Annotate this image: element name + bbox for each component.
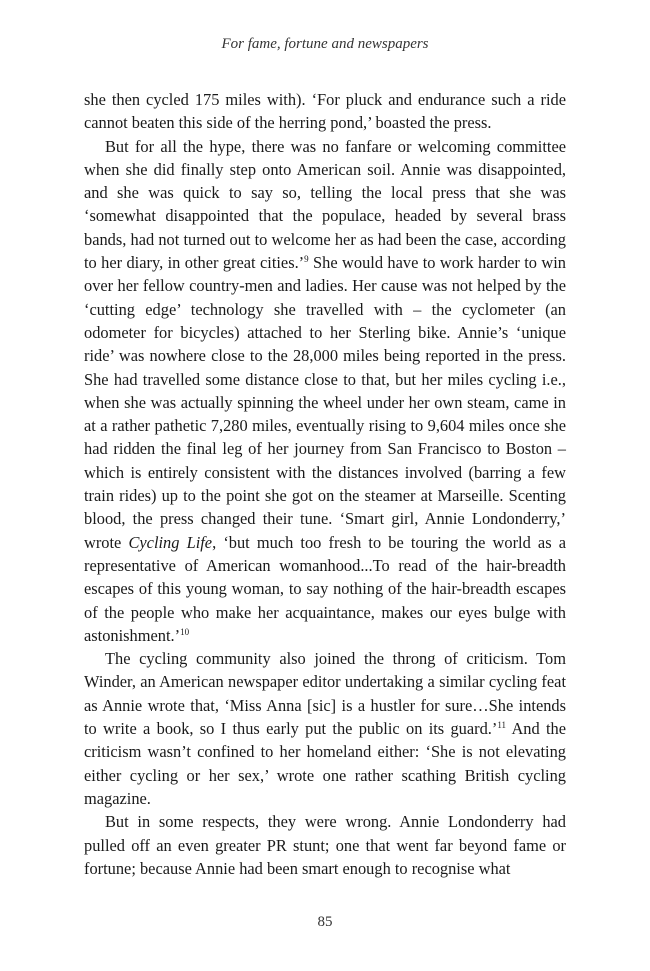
paragraph-text: But in some respects, they were wrong. Annie Londonderry had pulled off an even greater PR stunt; one that went far beyond fame or fortune; because Annie had been smart enough to recognise what — [84, 812, 566, 878]
paragraph-text: But for all the hype, there was no fanfare or welcoming committee when she did finally step onto American soil. Annie was disappointed, and she was quick to say so, telling the local press that she was ‘somewhat disappointed that the populace, headed by several brass bands, had not turned out to welcome her as had been the case, according to her diary, in other great cities.’ — [84, 136, 566, 273]
body-text — [84, 88, 566, 880]
footnote-ref-11: 11 — [497, 720, 507, 731]
paragraph-text: And the criticism wasn’t confined to her homeland either: ‘She is not elevating either cycling or her sex,’ wrote one rather scathing British cycling magazine. — [84, 719, 567, 808]
paragraph-3 — [84, 647, 566, 810]
paragraph-text: She would have to work harder to win over her fellow country-men and ladies. Her cause was not helped by the ‘cutting edge’ technology she travelled with – the cyclometer (an odometer for bicycles) attached to her Sterling bike. Annie’s ‘unique ride’ was nowhere close to the 28,000 miles being reported in the press. She had travelled some distance close to that, but her miles cycling i.e., when she was actually spinning the wheel under her own steam, came in at a rather pathetic 7,280 miles, eventually rising to 9,604 miles once she had ridden the final leg of her journey from San Francisco to Boston – which is entirely consistent with the distances involved (barring a few train rides) up to the point she got on the steamer at Marseille. Scenting blood, the press changed their tune. ‘Smart girl, Annie Londonderry,’ wrote — [84, 253, 566, 552]
paragraph-1 — [84, 88, 566, 135]
paragraph-text: The cycling community also joined the throng of criticism. Tom Winder, an American newspaper editor undertaking a similar cycling feat as Annie wrote that, ‘Miss Anna [sic] is a hustler for sure…She intends to write a book, so I thus early put the public on its guard.’ — [84, 649, 566, 739]
running-head: For fame, fortune and newspapers — [221, 36, 429, 52]
paragraph-4 — [84, 810, 566, 880]
paragraph-text: , ‘but much too fresh to be touring the world as a representative of American womanhood...To read of the hair-breadth escapes of this young woman, to say nothing of the hair-breadth escapes of the people who make her acquaintance, makes our eyes bulge with astonishment.’ — [84, 532, 567, 645]
page-number: 85 — [317, 914, 333, 930]
paragraph-2 — [84, 135, 566, 648]
paragraph-text: she then cycled 175 miles with). ‘For pluck and endurance such a ride cannot beaten this side of the herring pond,’ boasted the press. — [84, 90, 566, 133]
footnote-ref-9: 9 — [304, 254, 309, 265]
publication-title: Cycling Life — [128, 532, 213, 552]
footnote-ref-10: 10 — [180, 626, 190, 637]
